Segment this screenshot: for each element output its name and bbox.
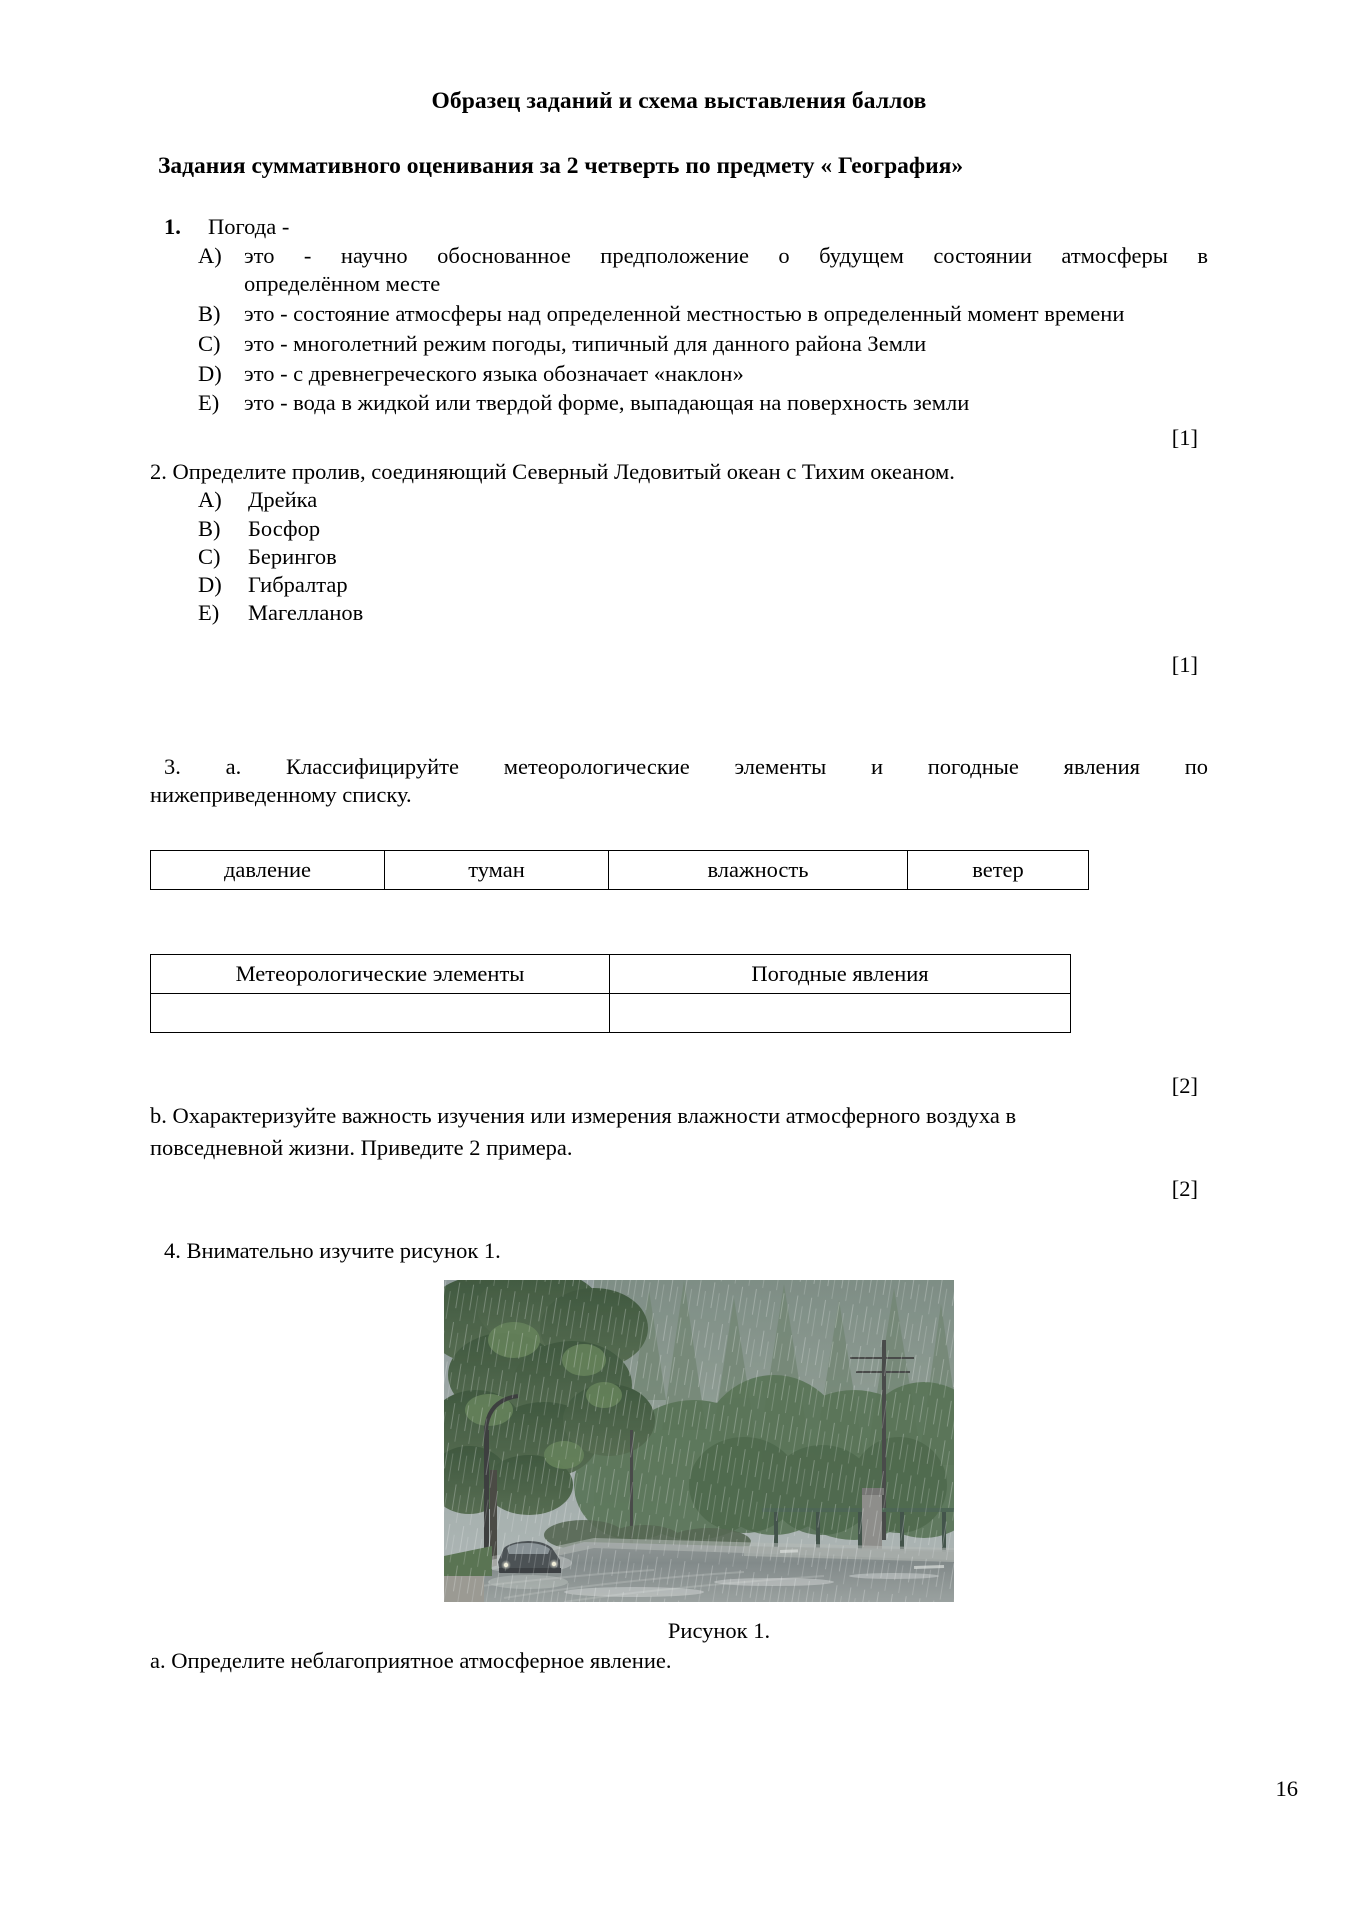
q2-option-b-label: B)	[198, 515, 221, 541]
question-2-stem: 2. Определите пролив, соединяющий Северный Ледовитый океан с Тихим океаном.	[150, 459, 955, 485]
question-3a-line2: нижеприведенному списку.	[150, 782, 412, 808]
question-1	[150, 180, 1208, 451]
option-d[interactable]	[150, 360, 1208, 388]
question-3b-line1: b. Охарактеризуйте важность изучения или измерения влажности атмосферного воздуха в	[150, 1103, 1017, 1129]
q2-option-c-label: C)	[198, 543, 221, 569]
question-4-stem: 4. Внимательно изучите рисунок 1.	[164, 1237, 501, 1263]
question-1-header	[150, 214, 1208, 240]
word-bank-cell-1[interactable]: давление	[151, 851, 385, 890]
classification-answer-cell-1[interactable]	[151, 994, 610, 1033]
option-b-line2: времени	[1044, 300, 1125, 326]
q2-option-c[interactable]	[150, 543, 1208, 570]
q2-option-a-text: Дрейка	[248, 487, 318, 513]
option-d-text: это - с древнегреческого языка обозначает «наклон»	[244, 360, 744, 386]
option-a[interactable]	[150, 242, 1208, 298]
page-number: 16	[1275, 1776, 1298, 1801]
question-1-mark: [1]	[1171, 425, 1198, 451]
question-4	[150, 1202, 1208, 1674]
q2-option-d-label: D)	[198, 572, 222, 597]
figure-1-caption: Рисунок 1.	[667, 1617, 771, 1643]
classification-table	[150, 954, 1071, 1033]
table-row	[151, 994, 1071, 1033]
word-bank-cell-2[interactable]: туман	[385, 851, 609, 890]
option-e-label: E)	[198, 390, 220, 416]
question-3b-mark: [2]	[1171, 1175, 1198, 1201]
option-b[interactable]	[150, 300, 1208, 328]
q2-option-b-text: Босфор	[248, 515, 321, 541]
q2-option-b[interactable]	[150, 515, 1208, 542]
option-a-line2: определённом месте	[244, 270, 441, 296]
classification-header-2: Погодные явления	[610, 955, 1071, 994]
q2-option-c-text: Берингов	[248, 543, 337, 569]
question-1-options	[150, 242, 1208, 417]
question-1-stem: Погода -	[208, 214, 290, 239]
q2-option-a-label: A)	[198, 487, 222, 513]
question-3b-line2: повседневной жизни. Приведите 2 примера.	[150, 1134, 573, 1160]
option-a-line1: это - научно обоснованное предположение о будущем состоянии атмосферы в	[244, 243, 1208, 268]
page-title: Образец заданий и схема выставления баллов	[431, 88, 927, 114]
option-b-label: B)	[198, 300, 221, 326]
option-c[interactable]	[150, 330, 1208, 358]
question-4a-text: a. Определите неблагоприятное атмосферное явление.	[150, 1647, 672, 1673]
question-3a-mark: [2]	[1171, 1073, 1198, 1099]
question-3	[150, 678, 1208, 1202]
option-c-text: это - многолетний режим погоды, типичный для данного района Земли	[244, 330, 927, 356]
option-e[interactable]	[150, 389, 1208, 417]
q2-option-a[interactable]	[150, 486, 1208, 513]
word-bank-cell-3[interactable]: влажность	[609, 851, 908, 890]
option-a-text	[244, 242, 1208, 298]
q2-option-d[interactable]	[150, 571, 1208, 598]
question-2	[150, 451, 1208, 678]
classification-header-1: Метеорологические элементы	[151, 955, 610, 994]
table-header-row	[151, 955, 1071, 994]
page-content	[150, 0, 1208, 1674]
question-2-mark: [1]	[1171, 652, 1198, 678]
table-row	[151, 851, 1089, 890]
subject-heading: Задания суммативного оценивания за 2 четверть по предмету « География»	[158, 153, 964, 179]
option-c-label: C)	[198, 330, 221, 356]
question-1-number: 1.	[164, 214, 181, 239]
figure-1-image	[444, 1280, 954, 1602]
option-b-line1: это - состояние атмосферы над определенной местностью в определенный момент	[244, 300, 1039, 326]
q2-option-e-text: Магелланов	[248, 600, 364, 626]
rain-street-photo-svg	[444, 1280, 954, 1602]
option-b-text	[244, 300, 1208, 328]
option-a-label: A)	[198, 243, 222, 268]
option-d-label: D)	[198, 360, 222, 386]
question-2-options	[150, 486, 1208, 626]
classification-answer-cell-2[interactable]	[610, 994, 1071, 1033]
option-e-text: это - вода в жидкой или твердой форме, выпадающая на поверхность земли	[244, 390, 970, 416]
q2-option-d-text: Гибралтар	[248, 572, 348, 597]
word-bank-table	[150, 850, 1089, 890]
q2-option-e-label: E)	[198, 600, 220, 626]
q2-option-e[interactable]	[150, 599, 1208, 626]
figure-1-wrapper	[150, 1280, 1208, 1602]
question-3a-line1: 3. a. Классифицируйте метеорологические элементы и погодные явления по	[164, 754, 1208, 780]
word-bank-cell-4[interactable]: ветер	[908, 851, 1089, 890]
